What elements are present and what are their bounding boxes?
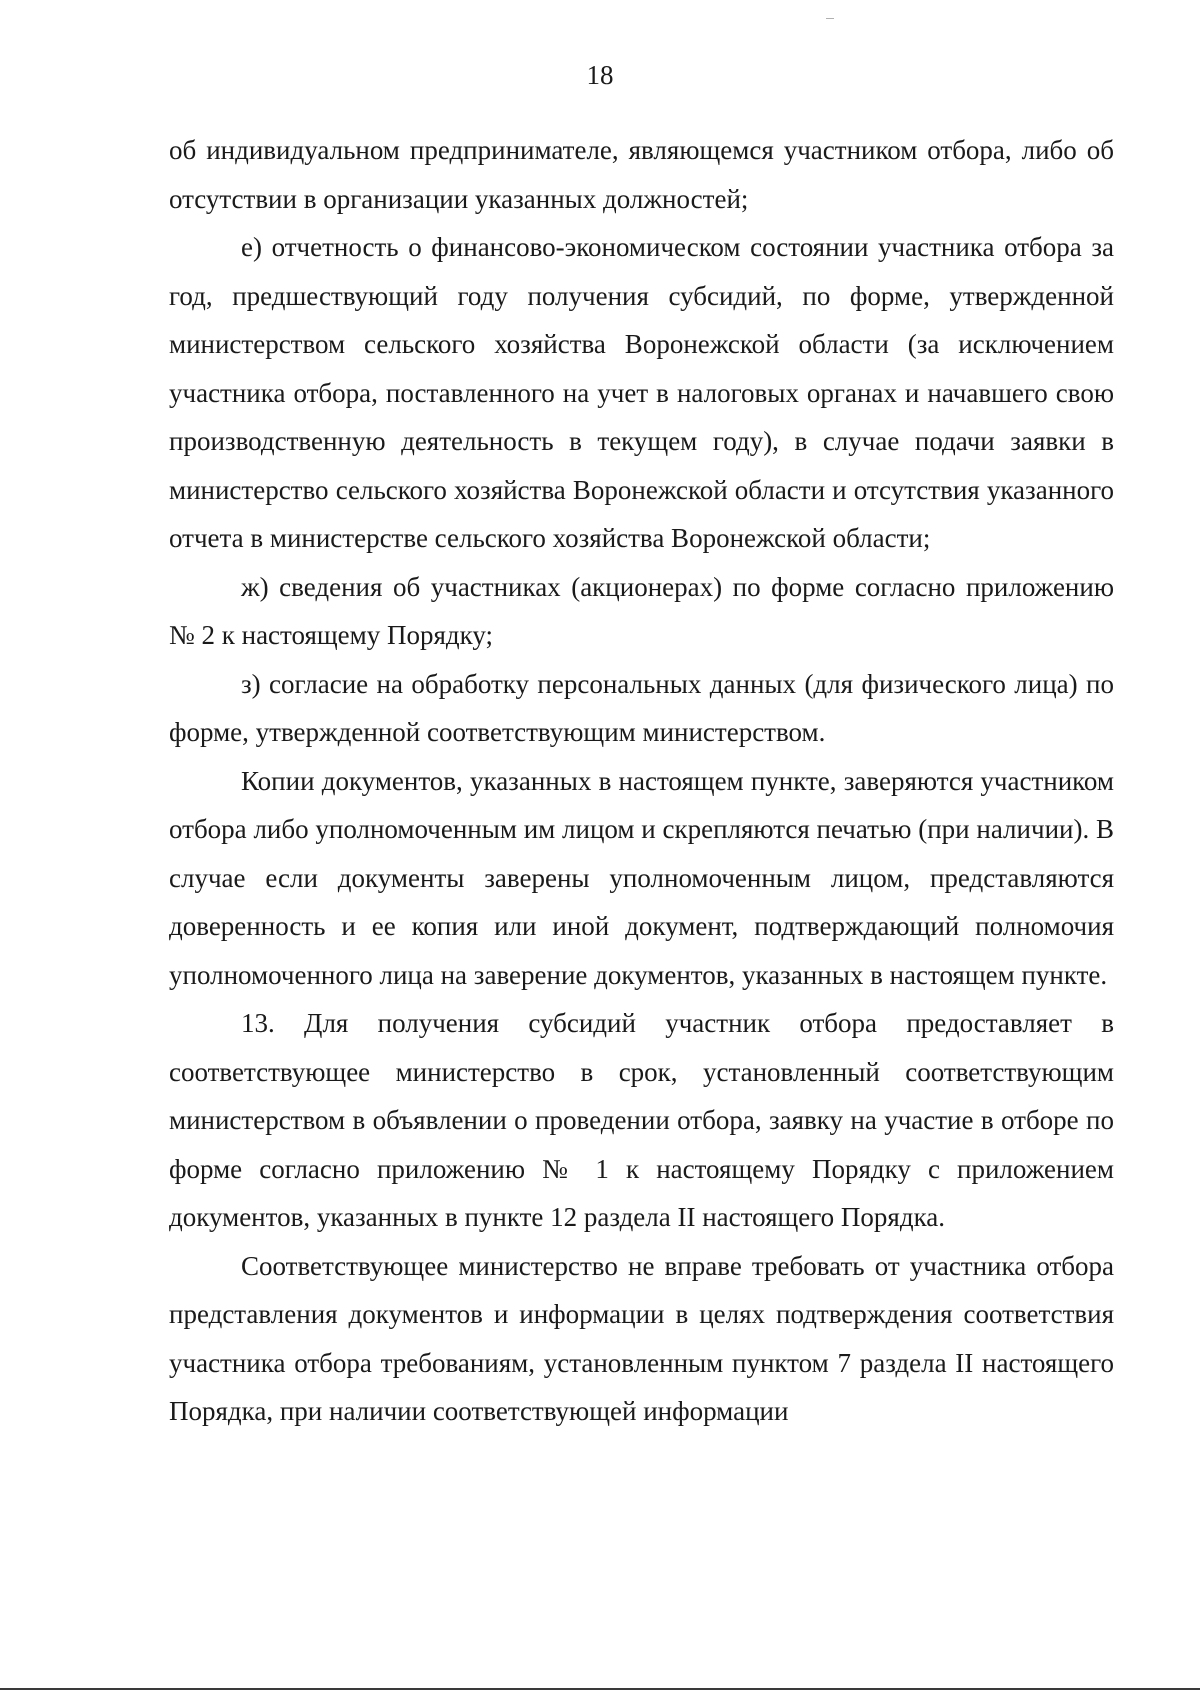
paragraph-item-z: з) согласие на обработку персональных данных (для физического лица) по форме, утвержденной соответствующим министерством. (169, 668, 1114, 747)
scan-mark (826, 18, 834, 19)
document-body (169, 126, 1114, 1436)
page-number: 18 (586, 60, 614, 90)
paragraph-point-13: 13. Для получения субсидий участник отбора предоставляет в соответствующее министерство в срок, установленный соответствующим министерством в объявлении о проведении отбора, заявку на участие в отборе по форме согласно приложению № 1 к настоящему Порядку с приложением документов, указанных в пункте 12 раздела II настоящего Порядка. (169, 1008, 1114, 1232)
paragraph-ministry-not-entitled: Соответствующее министерство не вправе требовать от участника отбора представления документов и информации в целях подтверждения соответствия участника отбора требованиям, установленным пунктом 7 раздела II настоящего Порядка, при наличии соответствующей информации (169, 1250, 1114, 1426)
paragraph-copies: Копии документов, указанных в настоящем пункте, заверяются участником отбора либо уполномоченным им лицом и скрепляются печатью (при наличии). В случае если документы заверены уполномоченным лицом, представляются доверенность и ее копия или иной документ, подтверждающий полномочия уполномоченного лица на заверение документов, указанных в настоящем пункте. (169, 765, 1114, 990)
paragraph-continuation: об индивидуальном предпринимателе, являющемся участником отбора, либо об отсутствии в организации указанных должностей; (169, 135, 1114, 214)
page-bottom-edge (0, 1688, 1200, 1690)
paragraph-item-zh: ж) сведения об участниках (акционерах) по форме согласно приложению № 2 к настоящему Порядку; (169, 571, 1114, 650)
paragraph-item-e: е) отчетность о финансово-экономическом состоянии участника отбора за год, предшествующий году получения субсидий, по форме, утвержденной министерством сельского хозяйства Воронежской области (за исключением участника отбора, поставленного на учет в налоговых органах и начавшего свою производственную деятельность в текущем году), в случае подачи заявки в министерство сельского хозяйства Воронежской области и отсутствия указанного отчета в министерстве сельского хозяйства Воронежской области; (169, 232, 1114, 553)
